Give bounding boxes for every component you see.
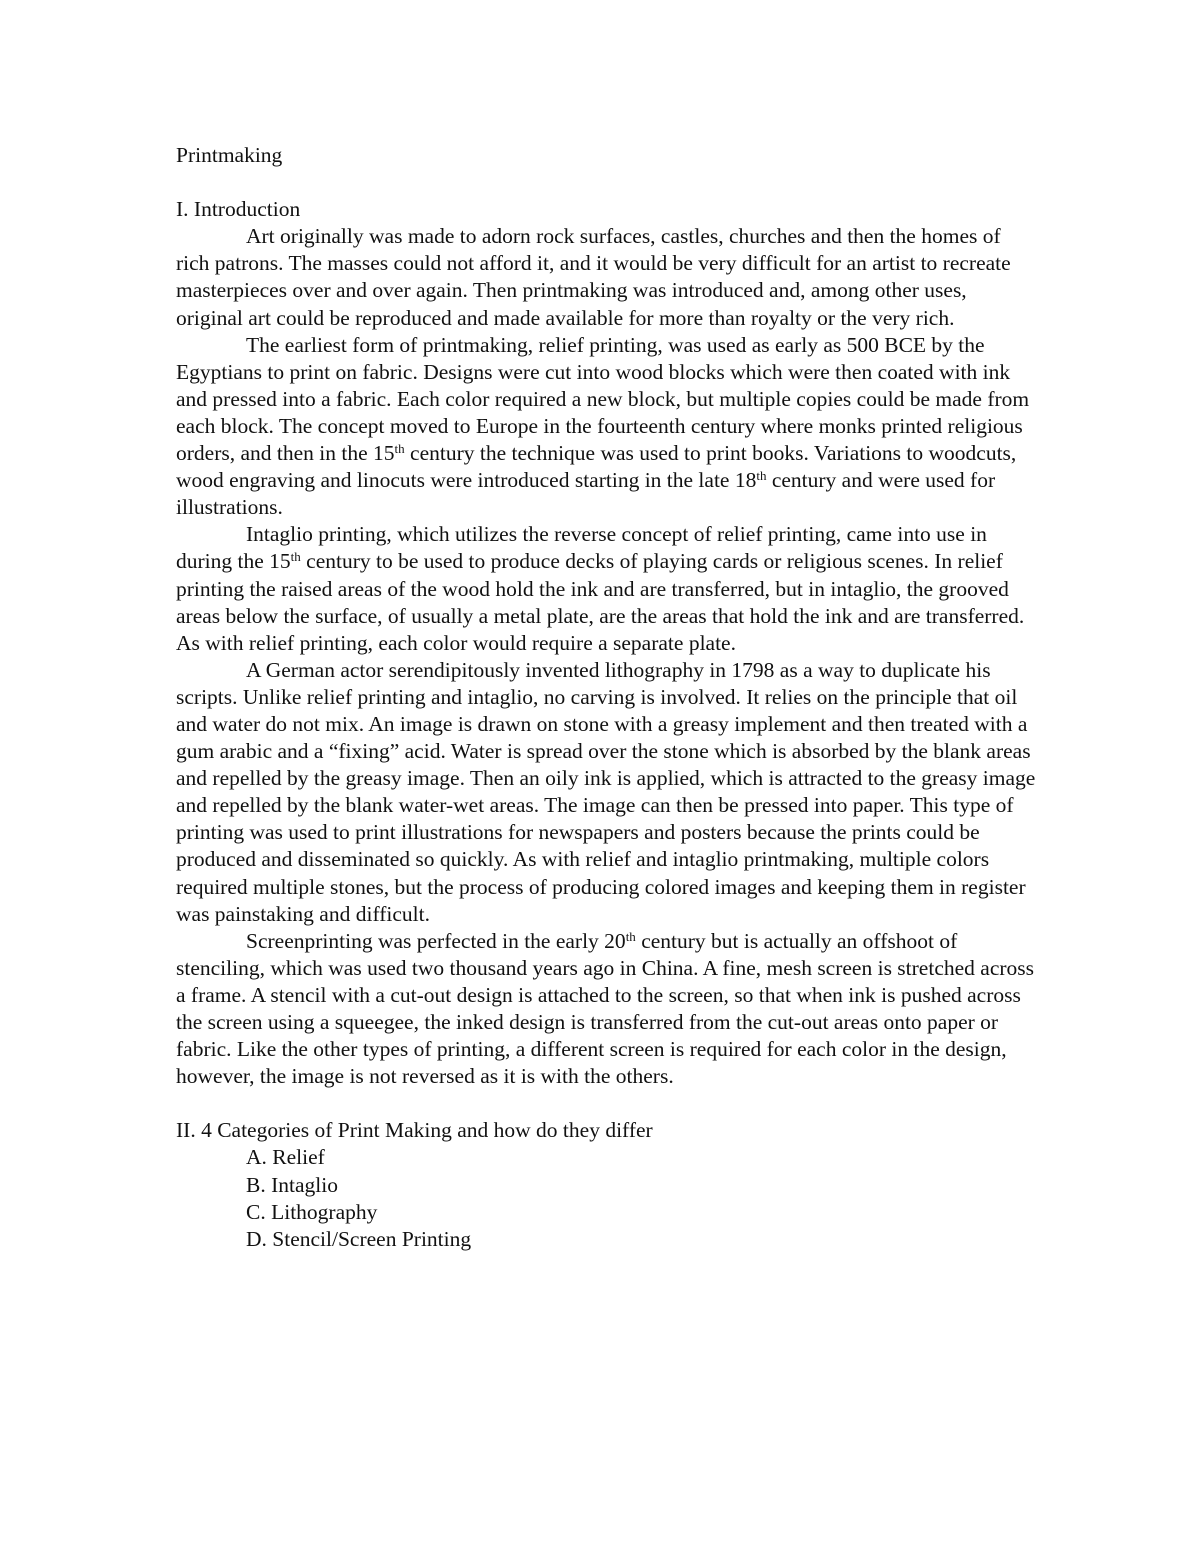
paragraph-relief-printing xyxy=(176,332,1036,522)
blank-line xyxy=(176,1090,1036,1117)
paragraph-text: century and were used for illustrations. xyxy=(176,468,996,520)
paragraph-screenprinting xyxy=(176,928,1036,1091)
paragraph-text: Screenprinting was perfected in the early 20 xyxy=(246,928,626,953)
section-heading-introduction: I. Introduction xyxy=(176,197,301,222)
paragraph-intaglio-printing xyxy=(176,521,1036,656)
superscript: th xyxy=(625,928,636,944)
paragraph-text: The earliest form of printmaking, relief printing, was used as early as 500 BCE by the Egyptians to print on fabric. Designs were cut into wood blocks which were then coated with ink and pressed into a fabric. Each color required a new block, but multiple copies could be made from each block. The concept moved to Europe in the fourteenth century where monks printed religious orders, and then in the 15 xyxy=(176,332,1030,466)
section-heading-categories: II. 4 Categories of Print Making and how do they differ xyxy=(176,1118,653,1143)
paragraph-lithography xyxy=(176,657,1036,928)
superscript: th xyxy=(756,468,767,484)
paragraph-text: Art originally was made to adorn rock surfaces, castles, churches and then the homes of rich patrons. The masses could not afford it, and it would be very difficult for an artist to recreate masterpieces over and over again. Then printmaking was introduced and, among other uses, original art could be reproduced and made available for more than royalty or the very rich. xyxy=(176,224,1011,330)
document-page xyxy=(176,142,1036,1253)
paragraph-text: century to be used to produce decks of playing cards or religious scenes. In relief printing the raised areas of the wood hold the ink and are transferred, but in intaglio, the grooved areas below the surface, of usually a metal plate, are the areas that hold the ink and are transferred. As with relief printing, each color would require a separate plate. xyxy=(176,549,1025,655)
superscript: th xyxy=(290,549,301,565)
superscript: th xyxy=(394,441,405,457)
paragraph-text: Intaglio printing, which utilizes the reverse concept of relief printing, came into use in during the 15 xyxy=(176,522,987,574)
paragraph-text: A German actor serendipitously invented lithography in 1798 as a way to duplicate his scripts. Unlike relief printing and intaglio, no carving is involved. It relies on the principle that oil and water do not mix. An image is drawn on stone with a greasy implement and then treated with a gum arabic and a “fixing” acid. Water is spread over the stone which is absorbed by the blank areas and repelled by the greasy image. Then an oily ink is applied, which is attracted to the greasy image and repelled by the blank water-wet areas. The image can then be pressed into paper. This type of printing was used to print illustrations for newspapers and posters because the prints could be produced and disseminated so quickly. As with relief and intaglio printmaking, multiple colors required multiple stones, but the process of producing colored images and keeping them in register was painstaking and difficult. xyxy=(176,657,1036,926)
paragraph-art-origins xyxy=(176,223,1036,331)
list-item: A. Relief xyxy=(246,1145,325,1170)
paragraph-text: century the technique was used to print books. Variations to woodcuts, wood engraving and linocuts were introduced starting in the late 18 xyxy=(176,441,1017,493)
blank-line xyxy=(176,169,1036,196)
paragraph-text: century but is actually an offshoot of stenciling, which was used two thousand years ago in China. A fine, mesh screen is stretched across a frame. A stencil with a cut-out design is attached to the screen, so that when ink is pushed across the screen using a squeegee, the inked design is transferred from the cut-out areas onto paper or fabric. Like the other types of printing, a different screen is required for each color in the design, however, the image is not reversed as it is with the others. xyxy=(176,928,1035,1089)
list-item: C. Lithography xyxy=(246,1199,378,1224)
categories-list xyxy=(176,1144,1036,1252)
document-title: Printmaking xyxy=(176,143,283,167)
list-item: D. Stencil/Screen Printing xyxy=(246,1226,472,1251)
list-item: B. Intaglio xyxy=(246,1172,338,1197)
